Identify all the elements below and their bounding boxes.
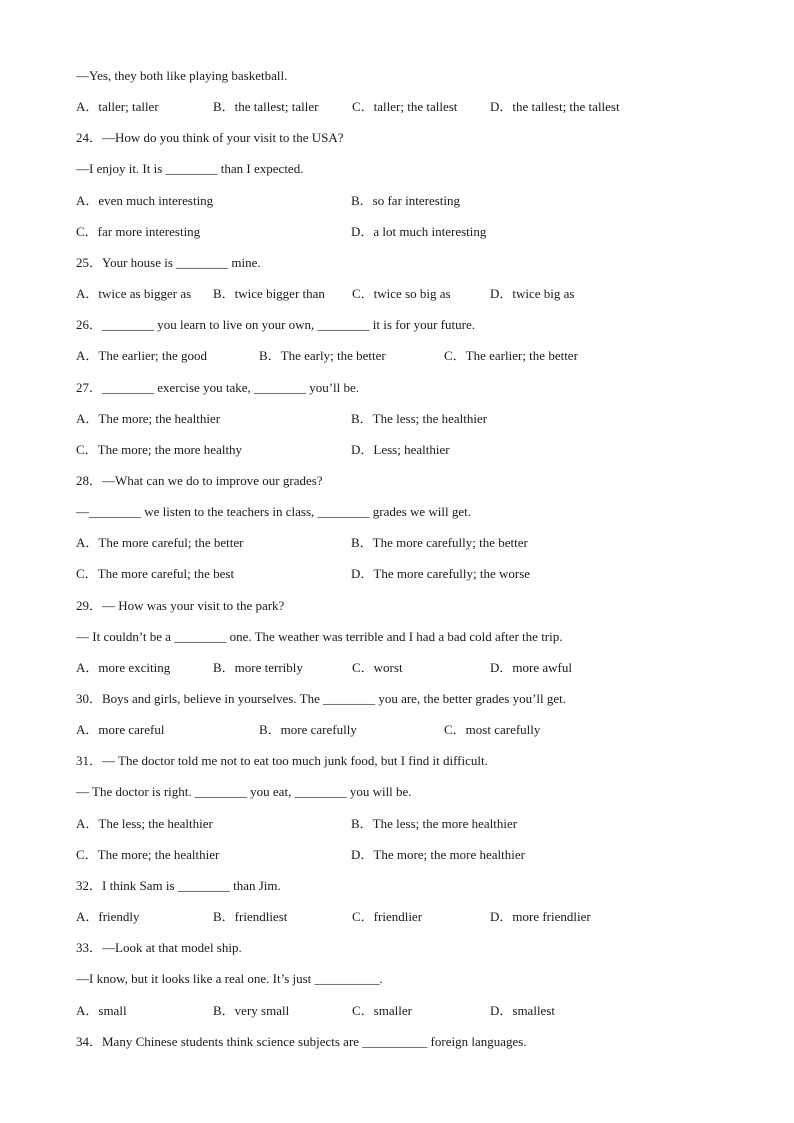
question-line: —I enjoy it. It is ________ than I expected.	[76, 161, 304, 177]
answer-option: C．The more careful; the best	[76, 566, 235, 582]
question-line: 33．—Look at that model ship.	[76, 940, 242, 956]
answer-option: D．The more carefully; the worse	[351, 566, 531, 582]
answer-option: D．twice big as	[490, 286, 575, 301]
answer-option: A．The earlier; the good	[76, 348, 208, 364]
question-line: 30．Boys and girls, believe in yourselves. The ________ you are, the better grades you’ll get.	[76, 691, 567, 706]
question-line: — The doctor is right. ________ you eat, ________ you will be.	[76, 784, 412, 800]
answer-option: A．The more careful; the better	[76, 535, 244, 551]
answer-option: B．more carefully	[259, 722, 357, 738]
question-line: 28．—What can we do to improve our grades?	[76, 472, 323, 488]
question-line: 31．— The doctor told me not to eat too much junk food, but I find it difficult.	[76, 753, 488, 769]
answer-option: B．twice bigger than	[213, 286, 325, 301]
answer-option: C．most carefully	[444, 722, 541, 738]
question-line: —I know, but it looks like a real one. It’s just __________.	[76, 971, 383, 987]
answer-option: A．The more; the healthier	[76, 410, 221, 426]
answer-option: B．more terribly	[213, 659, 303, 675]
answer-option: A．friendly	[76, 909, 140, 924]
answer-option: D．more awful	[490, 659, 572, 675]
answer-option: C．friendlier	[352, 909, 423, 924]
answer-option: D．more friendlier	[490, 909, 591, 924]
answer-option: B．The less; the healthier	[351, 410, 488, 426]
answer-option: D．a lot much interesting	[351, 223, 487, 239]
answer-option: C．twice so big as	[352, 286, 451, 301]
answer-option: B．so far interesting	[351, 192, 461, 208]
question-line: —________ we listen to the teachers in class, ________ grades we will get.	[76, 504, 471, 520]
answer-option: C．worst	[352, 659, 403, 675]
answer-option: C．smaller	[352, 1002, 412, 1018]
answer-option: C．The earlier; the better	[444, 348, 578, 364]
answer-option: C．taller; the tallest	[352, 99, 458, 115]
question-line: — It couldn’t be a ________ one. The weather was terrible and I had a bad cold after the trip.	[76, 628, 563, 644]
answer-option: A．small	[76, 1002, 127, 1018]
answer-option: C．The more; the healthier	[76, 846, 220, 862]
question-line: 27．________ exercise you take, ________ you’ll be.	[76, 379, 360, 395]
answer-option: B．friendliest	[213, 909, 288, 924]
answer-option: D．the tallest; the tallest	[490, 99, 620, 115]
question-line: 34．Many Chinese students think science subjects are __________ foreign languages.	[76, 1033, 527, 1049]
answer-option: A．taller; taller	[76, 99, 159, 115]
answer-option: D．The more; the more healthier	[351, 846, 525, 862]
answer-option: B．very small	[213, 1002, 290, 1018]
answer-option: B．the tallest; taller	[213, 99, 319, 115]
answer-option: A．The less; the healthier	[76, 815, 213, 831]
answer-option: D．Less; healthier	[351, 441, 450, 457]
question-line: 26．________ you learn to live on your own, ________ it is for your future.	[76, 317, 475, 333]
question-line: —Yes, they both like playing basketball.	[76, 68, 288, 83]
question-line: 29．— How was your visit to the park?	[76, 597, 285, 613]
answer-option: B．The less; the more healthier	[351, 815, 518, 831]
answer-option: A．even much interesting	[76, 192, 214, 208]
answer-option: B．The early; the better	[259, 348, 386, 364]
question-line: 32．I think Sam is ________ than Jim.	[76, 877, 281, 893]
question-line: 25．Your house is ________ mine.	[76, 254, 261, 270]
answer-option: A．more exciting	[76, 659, 171, 675]
answer-option: B．The more carefully; the better	[351, 535, 528, 551]
answer-option: D．smallest	[490, 1002, 555, 1018]
question-line: 24．—How do you think of your visit to the USA?	[76, 130, 344, 146]
answer-option: C．far more interesting	[76, 223, 201, 239]
answer-option: A．more careful	[76, 722, 165, 738]
answer-option: C．The more; the more healthy	[76, 441, 243, 457]
answer-option: A．twice as bigger as	[76, 286, 192, 301]
